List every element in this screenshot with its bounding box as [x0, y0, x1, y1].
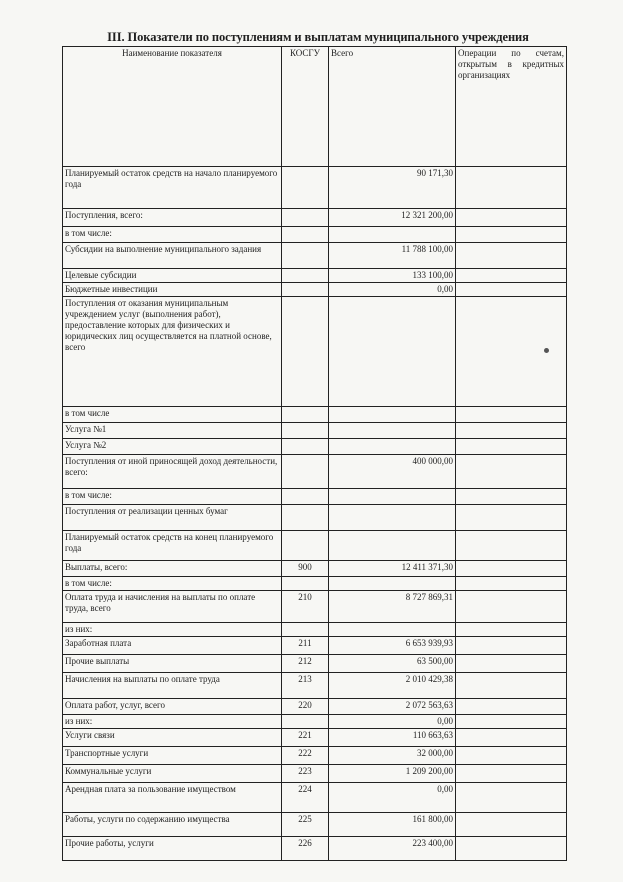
row-total-cell [329, 531, 456, 561]
row-total-cell [329, 729, 456, 747]
row-total-cell [329, 591, 456, 623]
row-name-text: Услуги связи [65, 730, 115, 740]
row-operations-cell [456, 283, 567, 297]
row-name-cell [63, 591, 282, 623]
header-row [63, 47, 567, 167]
col-header-operations: Операции по счетам, открытым в кредитных организациях [456, 47, 567, 167]
row-name-cell [63, 561, 282, 577]
row-kosgu-cell [282, 655, 329, 673]
row-total-cell [329, 699, 456, 715]
row-name-cell [63, 577, 282, 591]
row-operations-cell [456, 577, 567, 591]
row-total-cell [329, 227, 456, 243]
row-operations-cell [456, 297, 567, 407]
row-name-text: Работы, услуги по содержанию имущества [65, 814, 230, 824]
row-total-text: 400 000,00 [412, 456, 453, 466]
row-name-text: Оплата труда и начисления на выплаты по оплате труда, всего [65, 592, 256, 613]
row-name-cell [63, 243, 282, 269]
row-name-text: Заработная плата [65, 638, 132, 648]
row-kosgu-cell [282, 729, 329, 747]
row-kosgu-text: 221 [298, 730, 312, 740]
row-total-cell [329, 813, 456, 837]
row-total-cell [329, 297, 456, 407]
row-kosgu-text: 222 [298, 748, 312, 758]
row-name-text: в том числе: [65, 578, 112, 588]
table-row [63, 577, 567, 591]
row-kosgu-cell [282, 531, 329, 561]
table-row [63, 623, 567, 637]
row-kosgu-cell [282, 837, 329, 861]
row-name-text: Поступления от иной приносящей доход деятельности, всего: [65, 456, 278, 477]
row-name-cell [63, 837, 282, 861]
table-row [63, 243, 567, 269]
row-operations-cell [456, 439, 567, 455]
row-operations-cell [456, 623, 567, 637]
table-row [63, 637, 567, 655]
row-total-text: 11 788 100,00 [401, 244, 453, 254]
row-name-text: из них: [65, 716, 93, 726]
row-operations-cell [456, 837, 567, 861]
indicators-table [62, 46, 567, 861]
table-row [63, 489, 567, 505]
row-name-text: Планируемый остаток средств на начало планируемого года [65, 168, 278, 189]
row-total-cell [329, 747, 456, 765]
table-row [63, 591, 567, 623]
row-total-cell [329, 243, 456, 269]
row-operations-cell [456, 227, 567, 243]
row-total-cell [329, 715, 456, 729]
table-row [63, 729, 567, 747]
row-name-cell [63, 655, 282, 673]
row-total-cell [329, 167, 456, 209]
row-name-cell [63, 637, 282, 655]
row-kosgu-cell [282, 637, 329, 655]
row-kosgu-cell [282, 673, 329, 699]
row-kosgu-text: 900 [298, 562, 312, 572]
table-row [63, 699, 567, 715]
table-row [63, 531, 567, 561]
row-total-text: 90 171,30 [417, 168, 453, 178]
row-kosgu-text: 211 [298, 638, 312, 648]
row-total-cell [329, 561, 456, 577]
row-name-text: в том числе: [65, 228, 112, 238]
row-name-cell [63, 269, 282, 283]
col-header-kosgu: КОСГУ [282, 47, 329, 167]
row-total-cell [329, 655, 456, 673]
row-total-cell [329, 577, 456, 591]
row-total-cell [329, 269, 456, 283]
row-kosgu-cell [282, 455, 329, 489]
row-name-text: Поступления от оказания муниципальным учреждением услуг (выполнения работ), предоставление которых для физических и юридических лиц осуществляется на платной основе, всего [65, 298, 272, 352]
row-name-cell [63, 489, 282, 505]
row-operations-cell [456, 813, 567, 837]
row-total-text: 110 663,63 [412, 730, 453, 740]
row-kosgu-text: 220 [298, 700, 312, 710]
row-name-text: Начисления на выплаты по оплате труда [65, 674, 220, 684]
row-operations-cell [456, 423, 567, 439]
row-name-text: Поступления, всего: [65, 210, 143, 220]
row-name-cell [63, 531, 282, 561]
row-total-text: 0,00 [437, 284, 453, 294]
table-row [63, 439, 567, 455]
row-total-cell [329, 283, 456, 297]
table-row [63, 747, 567, 765]
row-name-text: Бюджетные инвестиции [65, 284, 158, 294]
row-name-cell [63, 623, 282, 637]
table-row [63, 837, 567, 861]
row-name-cell [63, 407, 282, 423]
scan-mark [544, 348, 549, 353]
row-kosgu-cell [282, 297, 329, 407]
row-kosgu-cell [282, 167, 329, 209]
row-name-text: Услуга №2 [65, 440, 107, 450]
row-total-cell [329, 407, 456, 423]
row-total-cell [329, 489, 456, 505]
row-kosgu-cell [282, 623, 329, 637]
row-kosgu-cell [282, 209, 329, 227]
row-kosgu-cell [282, 407, 329, 423]
row-operations-cell [456, 489, 567, 505]
row-total-cell [329, 209, 456, 227]
row-kosgu-cell [282, 561, 329, 577]
row-operations-cell [456, 591, 567, 623]
row-operations-cell [456, 783, 567, 813]
table-row [63, 297, 567, 407]
row-total-cell [329, 765, 456, 783]
row-operations-cell [456, 673, 567, 699]
row-name-text: Транспортные услуги [65, 748, 149, 758]
row-name-text: Прочие выплаты [65, 656, 130, 666]
row-name-text: в том числе [65, 408, 110, 418]
row-name-cell [63, 505, 282, 531]
row-kosgu-cell [282, 439, 329, 455]
row-operations-cell [456, 269, 567, 283]
row-total-text: 2 010 429,38 [405, 674, 453, 684]
table-body [63, 167, 567, 861]
row-total-text: 6 653 939,93 [405, 638, 453, 648]
col-header-total: Всего [329, 47, 456, 167]
row-name-text: в том числе: [65, 490, 112, 500]
row-name-cell [63, 297, 282, 407]
row-operations-cell [456, 561, 567, 577]
row-name-cell [63, 209, 282, 227]
row-name-cell [63, 765, 282, 783]
row-name-text: Услуга №1 [65, 424, 107, 434]
row-kosgu-cell [282, 243, 329, 269]
row-total-text: 2 072 563,63 [405, 700, 453, 710]
row-name-text: Коммунальные услуги [65, 766, 152, 776]
row-operations-cell [456, 765, 567, 783]
row-kosgu-cell [282, 747, 329, 765]
row-name-cell [63, 813, 282, 837]
row-kosgu-cell [282, 577, 329, 591]
row-operations-cell [456, 209, 567, 227]
table-row [63, 269, 567, 283]
row-kosgu-cell [282, 715, 329, 729]
row-kosgu-text: 226 [298, 838, 312, 848]
row-operations-cell [456, 455, 567, 489]
row-total-text: 1 209 200,00 [405, 766, 453, 776]
row-kosgu-cell [282, 283, 329, 297]
table-row [63, 209, 567, 227]
row-operations-cell [456, 505, 567, 531]
row-total-cell [329, 423, 456, 439]
row-kosgu-cell [282, 505, 329, 531]
row-total-cell [329, 623, 456, 637]
row-total-cell [329, 505, 456, 531]
row-total-cell [329, 673, 456, 699]
table-row [63, 283, 567, 297]
table-row [63, 407, 567, 423]
row-name-cell [63, 283, 282, 297]
row-operations-cell [456, 699, 567, 715]
row-kosgu-text: 224 [298, 784, 312, 794]
row-kosgu-text: 225 [298, 814, 312, 824]
row-operations-cell [456, 531, 567, 561]
table-row [63, 715, 567, 729]
row-name-cell [63, 747, 282, 765]
row-kosgu-cell [282, 423, 329, 439]
row-kosgu-text: 212 [298, 656, 312, 666]
row-total-text: 133 100,00 [412, 270, 453, 280]
row-total-text: 63 500,00 [417, 656, 453, 666]
row-operations-cell [456, 747, 567, 765]
row-name-cell [63, 729, 282, 747]
table-row [63, 655, 567, 673]
row-operations-cell [456, 243, 567, 269]
row-total-text: 8 727 869,31 [405, 592, 453, 602]
row-kosgu-cell [282, 813, 329, 837]
table-row [63, 423, 567, 439]
row-name-text: из них: [65, 624, 93, 634]
row-name-cell [63, 227, 282, 243]
row-operations-cell [456, 167, 567, 209]
table-row [63, 765, 567, 783]
row-kosgu-text: 213 [298, 674, 312, 684]
row-total-text: 161 800,00 [412, 814, 453, 824]
row-operations-cell [456, 715, 567, 729]
row-total-cell [329, 439, 456, 455]
row-total-cell [329, 455, 456, 489]
row-name-text: Выплаты, всего: [65, 562, 128, 572]
row-total-text: 223 400,00 [412, 838, 453, 848]
row-kosgu-cell [282, 591, 329, 623]
table-row [63, 505, 567, 531]
row-total-text: 12 411 371,30 [401, 562, 453, 572]
row-kosgu-text: 210 [298, 592, 312, 602]
row-name-cell [63, 455, 282, 489]
row-name-cell [63, 423, 282, 439]
row-kosgu-cell [282, 699, 329, 715]
row-name-cell [63, 699, 282, 715]
col-header-name: Наименование показателя [63, 47, 282, 167]
row-operations-cell [456, 407, 567, 423]
row-operations-cell [456, 655, 567, 673]
row-name-text: Субсидии на выполнение муниципального задания [65, 244, 262, 254]
row-name-cell [63, 167, 282, 209]
row-kosgu-cell [282, 765, 329, 783]
page-title: III. Показатели по поступлениям и выплатам муниципального учреждения [107, 30, 529, 44]
row-kosgu-cell [282, 269, 329, 283]
row-name-text: Оплата работ, услуг, всего [65, 700, 165, 710]
table-row [63, 673, 567, 699]
row-kosgu-cell [282, 783, 329, 813]
row-name-text: Прочие работы, услуги [65, 838, 154, 848]
row-name-cell [63, 673, 282, 699]
table-row [63, 561, 567, 577]
row-total-cell [329, 637, 456, 655]
row-name-cell [63, 783, 282, 813]
row-kosgu-cell [282, 227, 329, 243]
row-name-cell [63, 715, 282, 729]
row-kosgu-text: 223 [298, 766, 312, 776]
table-row [63, 455, 567, 489]
table-row [63, 783, 567, 813]
row-kosgu-cell [282, 489, 329, 505]
row-total-text: 32 000,00 [417, 748, 453, 758]
table-row [63, 167, 567, 209]
row-operations-cell [456, 637, 567, 655]
table-row [63, 813, 567, 837]
row-name-text: Поступления от реализации ценных бумаг [65, 506, 228, 516]
row-operations-cell [456, 729, 567, 747]
row-name-text: Целевые субсидии [65, 270, 137, 280]
row-total-cell [329, 783, 456, 813]
row-name-text: Планируемый остаток средств на конец планируемого года [65, 532, 274, 553]
row-total-text: 0,00 [437, 716, 453, 726]
row-total-text: 0,00 [437, 784, 453, 794]
row-total-cell [329, 837, 456, 861]
row-name-text: Арендная плата за пользование имуществом [65, 784, 236, 794]
table-row [63, 227, 567, 243]
row-total-text: 12 321 200,00 [401, 210, 453, 220]
row-name-cell [63, 439, 282, 455]
